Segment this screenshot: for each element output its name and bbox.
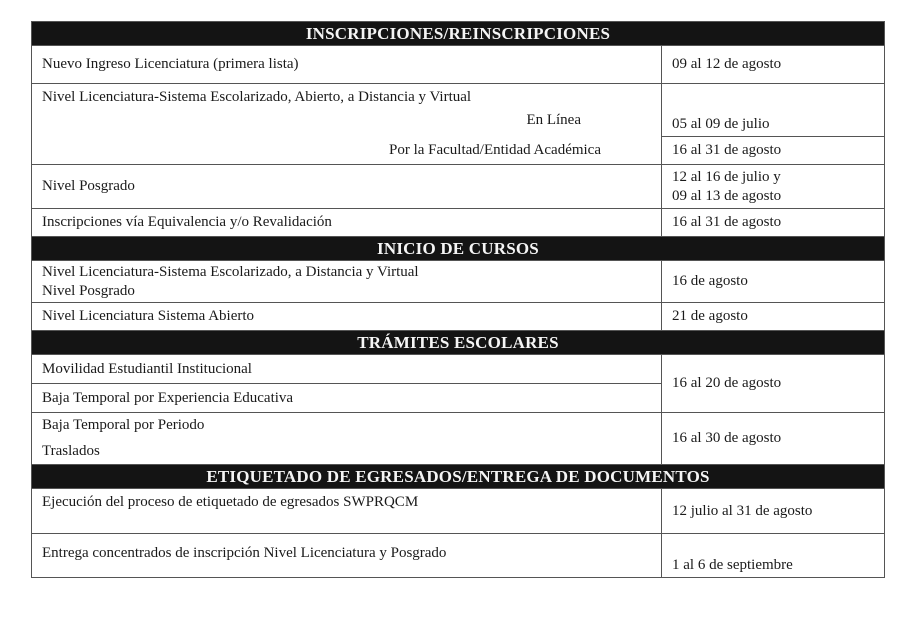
table-row — [32, 137, 885, 165]
row-date-line: 09 al 13 de agosto — [672, 187, 782, 204]
row-label: Baja Temporal por Periodo — [32, 413, 662, 439]
table-row — [32, 355, 885, 384]
table-row — [32, 46, 885, 84]
row-date: 12 julio al 31 de agosto — [662, 489, 885, 534]
row-label: Inscripciones vía Equivalencia y/o Revalidación — [32, 209, 662, 237]
row-sublabel-facultad: Por la Facultad/Entidad Académica — [32, 137, 662, 165]
row-sublabel-online: En Línea — [526, 112, 581, 128]
row-date: 1 al 6 de septiembre — [662, 534, 885, 578]
row-label: Entrega concentrados de inscripción Nivel Licenciatura y Posgrado — [32, 534, 662, 578]
row-date: 16 al 31 de agosto — [662, 137, 885, 165]
section-header-tramites — [32, 331, 885, 355]
academic-calendar-table — [31, 21, 885, 578]
row-date: 21 de agosto — [662, 303, 885, 331]
row-label-block — [32, 261, 662, 303]
section-header-inicio-cursos — [32, 237, 885, 261]
row-date: 16 al 20 de agosto — [662, 355, 885, 413]
section-title: ETIQUETADO DE EGRESADOS/ENTREGA DE DOCUMENTOS — [32, 465, 885, 489]
table-row — [32, 534, 885, 578]
row-label: Ejecución del proceso de etiquetado de egresados SWPRQCM — [32, 489, 662, 534]
row-date: 16 al 30 de agosto — [662, 413, 885, 465]
row-date: 05 al 09 de julio — [662, 84, 885, 137]
section-header-inscripciones — [32, 22, 885, 46]
table-row — [32, 413, 885, 439]
row-date-block — [662, 165, 885, 209]
section-title: INICIO DE CURSOS — [32, 237, 885, 261]
row-date: 16 de agosto — [662, 261, 885, 303]
row-label-block — [32, 84, 662, 137]
row-label: Nivel Licenciatura-Sistema Escolarizado, a Distancia y Virtual — [42, 263, 419, 280]
row-label: Nuevo Ingreso Licenciatura (primera lista) — [32, 46, 662, 84]
row-label: Baja Temporal por Experiencia Educativa — [32, 384, 662, 413]
row-date: 16 al 31 de agosto — [662, 209, 885, 237]
table-row — [32, 303, 885, 331]
table-row — [32, 489, 885, 534]
section-title: INSCRIPCIONES/REINSCRIPCIONES — [32, 22, 885, 46]
row-label: Nivel Posgrado — [32, 165, 662, 209]
row-label: Movilidad Estudiantil Institucional — [32, 355, 662, 384]
table-row — [32, 209, 885, 237]
row-label: Nivel Licenciatura-Sistema Escolarizado, Abierto, a Distancia y Virtual — [42, 89, 472, 105]
table-row — [32, 261, 885, 303]
table-row — [32, 165, 885, 209]
row-date: 09 al 12 de agosto — [662, 46, 885, 84]
section-header-etiquetado — [32, 465, 885, 489]
row-date-line: 12 al 16 de julio y — [672, 168, 781, 185]
row-label: Nivel Licenciatura Sistema Abierto — [32, 303, 662, 331]
table-row — [32, 84, 885, 137]
row-label: Nivel Posgrado — [42, 282, 135, 299]
section-title: TRÁMITES ESCOLARES — [32, 331, 885, 355]
row-label: Traslados — [32, 439, 662, 465]
